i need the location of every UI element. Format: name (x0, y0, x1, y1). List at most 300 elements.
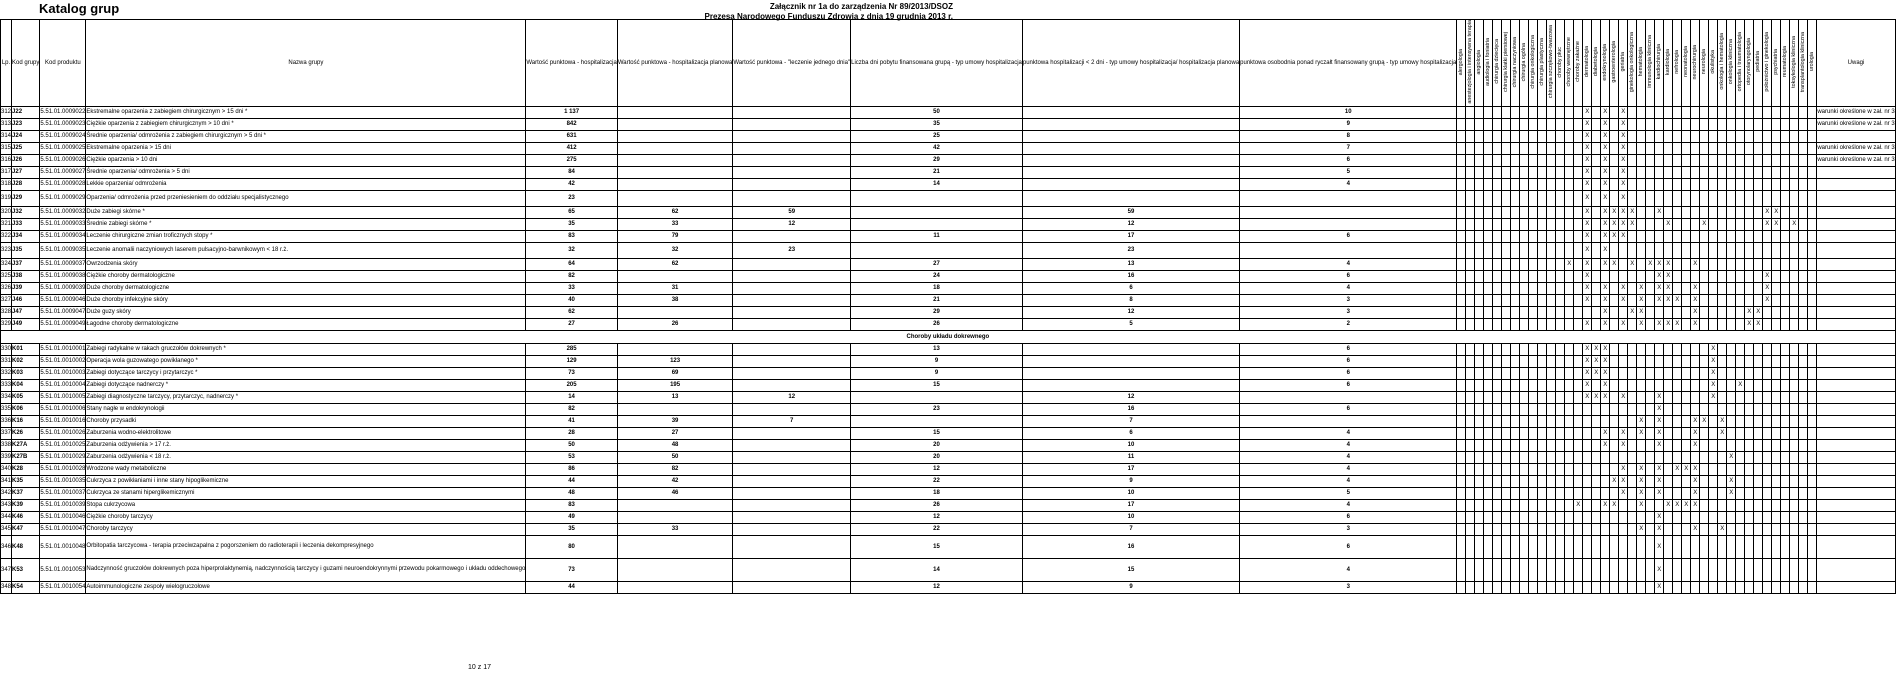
row-specialty-mark (1781, 142, 1790, 154)
row-specialty-mark (1664, 306, 1673, 318)
row-kod-grupy: K47 (12, 523, 40, 535)
row-specialty-mark (1637, 166, 1646, 178)
row-specialty-mark (1646, 206, 1655, 218)
row-specialty-mark (1799, 439, 1808, 451)
row-specialty-mark (1538, 142, 1547, 154)
row-value-v2 (617, 511, 733, 523)
table-body (1, 106, 1896, 593)
row-specialty-mark (1781, 379, 1790, 391)
row-specialty-mark (1547, 166, 1556, 178)
row-specialty-mark (1628, 499, 1637, 511)
row-specialty-mark (1745, 451, 1754, 463)
row-specialty-mark (1574, 190, 1583, 206)
row-specialty-mark (1493, 294, 1502, 306)
row-specialty-mark: X (1655, 487, 1664, 499)
row-specialty-mark (1457, 343, 1466, 355)
row-specialty-mark (1601, 415, 1610, 427)
row-specialty-mark (1457, 475, 1466, 487)
row-specialty-mark: X (1673, 318, 1682, 330)
row-value-v3 (733, 439, 851, 451)
row-specialty-mark: X (1601, 206, 1610, 218)
row-specialty-mark (1682, 294, 1691, 306)
row-specialty-mark (1457, 451, 1466, 463)
row-value-v1: 42 (526, 178, 617, 190)
row-specialty-mark (1457, 463, 1466, 475)
row-specialty-mark (1493, 258, 1502, 270)
row-specialty-mark (1664, 367, 1673, 379)
row-specialty-mark (1637, 218, 1646, 230)
row-value-v6: 3 (1240, 294, 1457, 306)
row-specialty-mark (1457, 403, 1466, 415)
row-specialty-mark (1628, 379, 1637, 391)
row-specialty-mark (1727, 415, 1736, 427)
row-value-v6: 6 (1240, 230, 1457, 242)
specialty-label: anestezjologia i intensywna terapia (1467, 20, 1474, 104)
specialty-label: kardiochirurgia (1656, 44, 1663, 80)
row-specialty-mark (1727, 439, 1736, 451)
row-specialty-mark (1592, 270, 1601, 282)
row-kod-produktu: 5.51.01.0010046 (40, 511, 86, 523)
row-value-v6: 4 (1240, 499, 1457, 511)
row-specialty-mark: X (1601, 258, 1610, 270)
row-specialty-mark: X (1655, 523, 1664, 535)
row-value-v3 (733, 511, 851, 523)
row-specialty-mark (1682, 230, 1691, 242)
row-kod-produktu: 5.51.01.0009038 (40, 270, 86, 282)
row-specialty-mark (1772, 258, 1781, 270)
col-header-liczba-dni: Liczba dni pobytu finansowana grupą - typ umowy hospitalizacja (851, 20, 1023, 107)
row-specialty-mark (1574, 106, 1583, 118)
row-specialty-mark (1547, 367, 1556, 379)
row-specialty-mark (1673, 106, 1682, 118)
row-specialty-mark (1691, 451, 1700, 463)
row-specialty-mark (1664, 206, 1673, 218)
col-header-lp: Lp. (1, 20, 12, 107)
row-specialty-mark (1529, 318, 1538, 330)
row-value-v1: 83 (526, 499, 617, 511)
row-specialty-mark (1700, 487, 1709, 499)
row-specialty-mark (1682, 118, 1691, 130)
row-specialty-mark (1511, 166, 1520, 178)
row-specialty-mark (1628, 511, 1637, 523)
row-specialty-mark (1781, 427, 1790, 439)
row-specialty-mark (1745, 475, 1754, 487)
row-specialty-mark (1736, 391, 1745, 403)
row-specialty-mark: X (1601, 178, 1610, 190)
row-specialty-mark (1493, 154, 1502, 166)
row-value-v6: 6 (1240, 154, 1457, 166)
row-specialty-mark (1565, 558, 1574, 581)
row-specialty-mark (1610, 535, 1619, 558)
row-specialty-mark (1574, 343, 1583, 355)
row-specialty-mark (1646, 306, 1655, 318)
row-specialty-mark (1691, 154, 1700, 166)
row-specialty-mark (1691, 190, 1700, 206)
col-header-specialty (1601, 20, 1610, 107)
row-specialty-mark (1511, 270, 1520, 282)
row-specialty-mark (1673, 343, 1682, 355)
row-specialty-mark: X (1619, 142, 1628, 154)
row-kod-produktu: 5.51.01.0010039 (40, 499, 86, 511)
row-specialty-mark (1565, 403, 1574, 415)
row-specialty-mark: X (1655, 403, 1664, 415)
row-specialty-mark: X (1673, 499, 1682, 511)
row-value-v1: 33 (526, 282, 617, 294)
row-specialty-mark (1592, 118, 1601, 130)
row-value-v6: 4 (1240, 439, 1457, 451)
row-specialty-mark (1790, 343, 1799, 355)
row-specialty-mark (1709, 523, 1718, 535)
row-specialty-mark (1520, 242, 1529, 258)
row-value-v3 (733, 558, 851, 581)
row-specialty-mark (1610, 190, 1619, 206)
row-lp: 337 (1, 427, 12, 439)
table-row (1, 258, 1896, 270)
row-kod-produktu: 5.51.01.0009023 (40, 118, 86, 130)
row-specialty-mark (1718, 403, 1727, 415)
row-value-v3 (733, 403, 851, 415)
row-kod-produktu: 5.51.01.0009029 (40, 190, 86, 206)
row-lp: 320 (1, 206, 12, 218)
row-specialty-mark (1538, 306, 1547, 318)
row-specialty-mark: X (1601, 142, 1610, 154)
row-specialty-mark (1457, 558, 1466, 581)
row-specialty-mark (1511, 206, 1520, 218)
row-specialty-mark (1691, 379, 1700, 391)
row-specialty-mark (1763, 355, 1772, 367)
row-specialty-mark (1466, 270, 1475, 282)
row-value-v3 (733, 535, 851, 558)
row-value-v2: 123 (617, 355, 733, 367)
row-kod-produktu: 5.51.01.0010028 (40, 463, 86, 475)
row-specialty-mark (1457, 367, 1466, 379)
row-specialty-mark: X (1628, 258, 1637, 270)
col-header-specialty (1529, 20, 1538, 107)
row-specialty-mark: X (1592, 355, 1601, 367)
row-specialty-mark (1682, 581, 1691, 593)
row-uwagi (1817, 282, 1895, 294)
table-row (1, 294, 1896, 306)
row-specialty-mark (1565, 499, 1574, 511)
row-specialty-mark: X (1763, 282, 1772, 294)
row-specialty-mark (1565, 142, 1574, 154)
row-specialty-mark: X (1619, 218, 1628, 230)
specialty-label: urologia (1809, 52, 1816, 72)
row-specialty-mark (1592, 130, 1601, 142)
row-specialty-mark (1763, 142, 1772, 154)
row-specialty-mark (1466, 391, 1475, 403)
row-specialty-mark (1790, 451, 1799, 463)
row-specialty-mark (1781, 558, 1790, 581)
row-specialty-mark (1727, 318, 1736, 330)
row-value-v1: 275 (526, 154, 617, 166)
row-specialty-mark (1511, 511, 1520, 523)
row-specialty-mark (1484, 294, 1493, 306)
row-specialty-mark (1628, 558, 1637, 581)
row-specialty-mark (1565, 230, 1574, 242)
row-specialty-mark (1673, 306, 1682, 318)
row-specialty-mark: X (1772, 206, 1781, 218)
row-specialty-mark (1466, 166, 1475, 178)
row-kod-grupy: J35 (12, 242, 40, 258)
row-specialty-mark (1673, 270, 1682, 282)
row-value-v1: 82 (526, 403, 617, 415)
row-specialty-mark (1493, 106, 1502, 118)
row-specialty-mark (1592, 218, 1601, 230)
row-specialty-mark: X (1700, 415, 1709, 427)
row-lp: 318 (1, 178, 12, 190)
row-lp: 322 (1, 230, 12, 242)
row-specialty-mark (1799, 558, 1808, 581)
row-specialty-mark (1646, 154, 1655, 166)
row-specialty-mark (1457, 178, 1466, 190)
row-specialty-mark: X (1565, 258, 1574, 270)
row-specialty-mark (1754, 439, 1763, 451)
row-specialty-mark (1736, 439, 1745, 451)
row-specialty-mark (1799, 523, 1808, 535)
row-specialty-mark (1556, 242, 1565, 258)
row-specialty-mark (1475, 178, 1484, 190)
row-specialty-mark (1745, 242, 1754, 258)
row-specialty-mark (1538, 535, 1547, 558)
row-specialty-mark (1520, 106, 1529, 118)
row-specialty-mark (1475, 306, 1484, 318)
row-value-v1: 49 (526, 511, 617, 523)
row-specialty-mark (1673, 118, 1682, 130)
row-lp: 324 (1, 258, 12, 270)
row-specialty-mark (1718, 206, 1727, 218)
row-specialty-mark (1466, 190, 1475, 206)
row-specialty-mark: X (1628, 306, 1637, 318)
row-specialty-mark (1808, 499, 1817, 511)
row-value-v1: 84 (526, 166, 617, 178)
row-specialty-mark (1565, 391, 1574, 403)
specialty-label: dermatologia (1584, 46, 1591, 78)
row-specialty-mark (1772, 306, 1781, 318)
row-specialty-mark (1808, 535, 1817, 558)
row-nazwa-grupy: Zabiegi radykalne w rakach gruczołów dokrewnych * (86, 343, 526, 355)
row-specialty-mark (1718, 118, 1727, 130)
row-specialty-mark (1619, 451, 1628, 463)
col-header-specialty (1799, 20, 1808, 107)
row-specialty-mark (1628, 242, 1637, 258)
row-value-v5: 6 (1022, 282, 1239, 294)
row-specialty-mark (1475, 367, 1484, 379)
table-row (1, 511, 1896, 523)
row-specialty-mark (1772, 118, 1781, 130)
row-specialty-mark (1529, 475, 1538, 487)
row-specialty-mark (1484, 367, 1493, 379)
row-specialty-mark (1646, 427, 1655, 439)
row-specialty-mark (1790, 403, 1799, 415)
col-header-specialty (1718, 20, 1727, 107)
row-specialty-mark (1502, 242, 1511, 258)
row-specialty-mark (1628, 118, 1637, 130)
row-specialty-mark: X (1619, 190, 1628, 206)
row-specialty-mark (1700, 511, 1709, 523)
row-specialty-mark (1664, 415, 1673, 427)
row-specialty-mark (1664, 487, 1673, 499)
row-specialty-mark (1790, 270, 1799, 282)
row-specialty-mark (1619, 355, 1628, 367)
row-specialty-mark: X (1691, 487, 1700, 499)
row-specialty-mark (1637, 535, 1646, 558)
row-specialty-mark: X (1763, 270, 1772, 282)
row-specialty-mark (1502, 130, 1511, 142)
row-specialty-mark (1475, 343, 1484, 355)
row-uwagi: warunki określone w zał. nr 3 (1817, 154, 1895, 166)
row-value-v6 (1240, 190, 1457, 206)
row-specialty-mark (1538, 367, 1547, 379)
row-specialty-mark (1718, 367, 1727, 379)
row-specialty-mark (1583, 475, 1592, 487)
row-specialty-mark (1529, 403, 1538, 415)
row-specialty-mark (1556, 487, 1565, 499)
row-specialty-mark (1574, 535, 1583, 558)
row-specialty-mark (1574, 391, 1583, 403)
row-specialty-mark (1727, 463, 1736, 475)
row-uwagi (1817, 258, 1895, 270)
row-specialty-mark (1790, 178, 1799, 190)
row-specialty-mark (1502, 403, 1511, 415)
row-specialty-mark (1673, 475, 1682, 487)
row-specialty-mark: X (1718, 415, 1727, 427)
row-specialty-mark (1565, 439, 1574, 451)
row-specialty-mark (1529, 487, 1538, 499)
row-value-v4: 13 (851, 343, 1023, 355)
row-specialty-mark (1727, 166, 1736, 178)
row-specialty-mark (1745, 523, 1754, 535)
row-specialty-mark (1520, 427, 1529, 439)
row-specialty-mark (1520, 318, 1529, 330)
row-specialty-mark (1475, 206, 1484, 218)
row-specialty-mark (1655, 306, 1664, 318)
row-specialty-mark (1808, 367, 1817, 379)
col-header-specialty (1691, 20, 1700, 107)
row-uwagi (1817, 403, 1895, 415)
row-specialty-mark (1727, 218, 1736, 230)
row-specialty-mark (1646, 523, 1655, 535)
row-specialty-mark (1529, 499, 1538, 511)
specialty-label: położnictwo i ginekologia (1764, 31, 1771, 92)
row-specialty-mark (1538, 294, 1547, 306)
row-specialty-mark (1646, 511, 1655, 523)
row-specialty-mark (1511, 258, 1520, 270)
row-specialty-mark (1628, 343, 1637, 355)
row-value-v6: 10 (1240, 106, 1457, 118)
row-kod-produktu: 5.51.01.0010026 (40, 427, 86, 439)
specialty-label: pediatria (1755, 51, 1762, 73)
row-specialty-mark (1457, 142, 1466, 154)
row-specialty-mark (1637, 439, 1646, 451)
row-specialty-mark (1556, 190, 1565, 206)
row-specialty-mark (1772, 487, 1781, 499)
row-nazwa-grupy: Zabiegi dotyczące nadnerczy * (86, 379, 526, 391)
row-specialty-mark (1475, 242, 1484, 258)
table-row (1, 218, 1896, 230)
row-specialty-mark (1745, 367, 1754, 379)
row-value-v2 (617, 270, 733, 282)
row-specialty-mark (1736, 206, 1745, 218)
row-uwagi (1817, 166, 1895, 178)
row-value-v6: 6 (1240, 403, 1457, 415)
row-specialty-mark (1547, 258, 1556, 270)
row-specialty-mark (1709, 451, 1718, 463)
row-specialty-mark (1493, 415, 1502, 427)
row-specialty-mark (1772, 535, 1781, 558)
row-specialty-mark (1664, 130, 1673, 142)
row-specialty-mark (1664, 535, 1673, 558)
row-nazwa-grupy: Stany nagłe w endokrynologii (86, 403, 526, 415)
row-specialty-mark (1745, 581, 1754, 593)
row-lp: 343 (1, 499, 12, 511)
specialty-label: chirurgia onkologiczna (1530, 34, 1537, 89)
row-specialty-mark: X (1637, 294, 1646, 306)
row-specialty-mark (1727, 535, 1736, 558)
row-kod-grupy: J26 (12, 154, 40, 166)
row-specialty-mark: X (1583, 355, 1592, 367)
row-specialty-mark (1529, 142, 1538, 154)
row-specialty-mark (1466, 451, 1475, 463)
row-uwagi (1817, 306, 1895, 318)
row-specialty-mark (1466, 487, 1475, 499)
row-specialty-mark (1475, 439, 1484, 451)
row-specialty-mark (1709, 415, 1718, 427)
row-specialty-mark (1520, 475, 1529, 487)
specialty-label: chirurgia naczyniowa (1512, 36, 1519, 87)
row-specialty-mark (1691, 511, 1700, 523)
row-specialty-mark (1646, 178, 1655, 190)
row-specialty-mark (1628, 130, 1637, 142)
row-specialty-mark (1457, 106, 1466, 118)
row-specialty-mark (1673, 142, 1682, 154)
row-specialty-mark (1781, 475, 1790, 487)
row-value-v4: 15 (851, 427, 1023, 439)
row-value-v5: 10 (1022, 439, 1239, 451)
row-specialty-mark: X (1583, 258, 1592, 270)
row-specialty-mark: X (1619, 439, 1628, 451)
row-specialty-mark (1475, 130, 1484, 142)
row-specialty-mark (1547, 487, 1556, 499)
row-lp: 313 (1, 118, 12, 130)
row-value-v3 (733, 118, 851, 130)
row-specialty-mark (1646, 294, 1655, 306)
row-value-v3 (733, 499, 851, 511)
row-nazwa-grupy: Ekstremalne oparzenia z zabiegiem chirurgicznym > 15 dni * (86, 106, 526, 118)
row-specialty-mark (1574, 230, 1583, 242)
row-specialty-mark: X (1601, 306, 1610, 318)
row-specialty-mark: X (1610, 230, 1619, 242)
row-value-v3 (733, 451, 851, 463)
row-specialty-mark (1664, 355, 1673, 367)
table-row (1, 343, 1896, 355)
row-specialty-mark (1538, 451, 1547, 463)
row-specialty-mark (1673, 391, 1682, 403)
row-value-v1: 41 (526, 415, 617, 427)
row-specialty-mark (1772, 343, 1781, 355)
row-value-v5 (1022, 154, 1239, 166)
row-specialty-mark: X (1691, 318, 1700, 330)
row-specialty-mark (1664, 523, 1673, 535)
catalog-table (0, 19, 1896, 594)
row-specialty-mark (1799, 282, 1808, 294)
row-specialty-mark (1718, 558, 1727, 581)
row-specialty-mark (1754, 415, 1763, 427)
row-value-v6: 3 (1240, 306, 1457, 318)
row-specialty-mark (1763, 367, 1772, 379)
row-specialty-mark (1745, 487, 1754, 499)
row-value-v4: 12 (851, 581, 1023, 593)
